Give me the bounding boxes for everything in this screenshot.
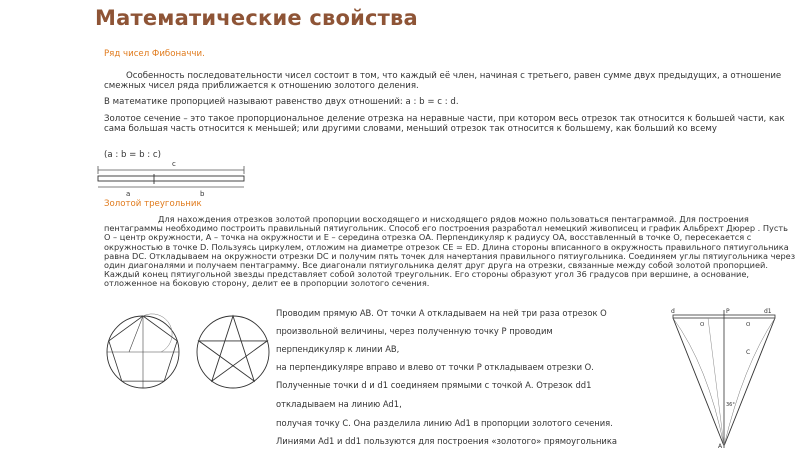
segment-label-c: c [172,160,176,168]
pentagram-figure [193,312,273,394]
triangle-text: Для нахождения отрезков золотой пропорции восходящего и нисходящего рядов можно пользоваться пентаграммой. Для построения пентаграммы необходимо построить правильный пятиугольник. Способ его построения разработал немецкий живописец и график Альбрехт Дюрер . Пусть O – центр окружности, A – точка на окружности и Е – середина отрезка ОА. Перпендикуляр к радиусу ОА, восставленный в точке О, пересекается с окружностью в точке D. Пользуясь циркулем, отложим на диаметре отрезок CE = ED. Длина стороны вписанного в окружность правильного пятиугольника равна DC. Откладываем на окружности отрезки DC и получим пять точек для начертания правильного пятиугольника. Соединяем углы пятиугольника через один диагоналями и получаем пентаграмму. Все диагонали пятиугольника делят друг друга на отрезки, связанные между собой золотой пропорцией. Каждый конец пятиугольной звезды представляет собой золотой треугольник. Его стороны образуют угол 36 градусов при вершине, а основание, отложенное на боковую сторону, делит ее в пропорции золотого сечения. [104,214,796,289]
side-line-ad1 [724,318,775,446]
pentagram-star [199,316,267,381]
label-d: d [671,308,675,315]
lower-line-6: откладываем на линию Ad1, [276,399,402,409]
label-o-right: O [746,322,751,328]
golden-triangle-figure [668,306,780,450]
fibonacci-text: Особенность последовательности чисел состоит в том, что каждый её член, начиная с третьего, равен сумме двух предыдущих, а отношение смежных чисел ряда приближается к отношению золотого деления. [104,71,782,91]
label-angle: 36° [726,402,735,408]
side-line-ad [673,318,724,446]
pentagram-circle [197,316,269,388]
segment-bar [98,176,244,181]
segment-diagram [96,160,252,200]
segment-label-a: a [126,190,131,198]
formula: (a : b = b : c) [104,150,161,160]
lower-line-4: на перпендикуляре вправо и влево от точки Р откладываем отрезки О. [276,362,594,372]
lower-line-8: Линиями Ad1 и dd1 пользуются для построения «золотого» прямоугольника [276,436,618,446]
label-p: P [726,308,730,315]
golden-section-text: Золотое сечение – это такое пропорциональное деление отрезка на неравные части, при котором весь отрезок так относится к большей части, как сама большая часть относится к меньшей; или другими словами, меньший отрезок так относится к большему, как больший ко всему [104,114,785,134]
label-c: C [746,349,751,356]
label-a: A [718,443,723,450]
fibonacci-heading: Ряд чисел Фибоначчи. [104,49,205,59]
lower-line-3: перпендикуляр к линии АВ, [276,344,400,354]
lower-line-1: Проводим прямую АВ. От точки А откладываем на ней три раза отрезок О [276,308,607,318]
label-d1: d1 [764,308,772,315]
lower-line-7: получая точку С. Она разделила линию Ad1 в пропорции золотого сечения. [276,418,613,428]
lower-line-2: произвольной величины, через полученную точку Р проводим [276,326,553,336]
triangle-heading: Золотой треугольник [104,199,202,209]
slide-title: Математические свойства [95,6,418,30]
segment-label-b: b [200,190,205,198]
lower-line-5: Полученные точки d и d1 соединяем прямыми с точкой А. Отрезок dd1 [276,380,592,390]
circle-construction-figure [103,312,183,394]
label-o-left: O [700,322,705,328]
proportion-text: В математике пропорцией называют равенство двух отношений: a : b = c : d. [104,97,459,107]
